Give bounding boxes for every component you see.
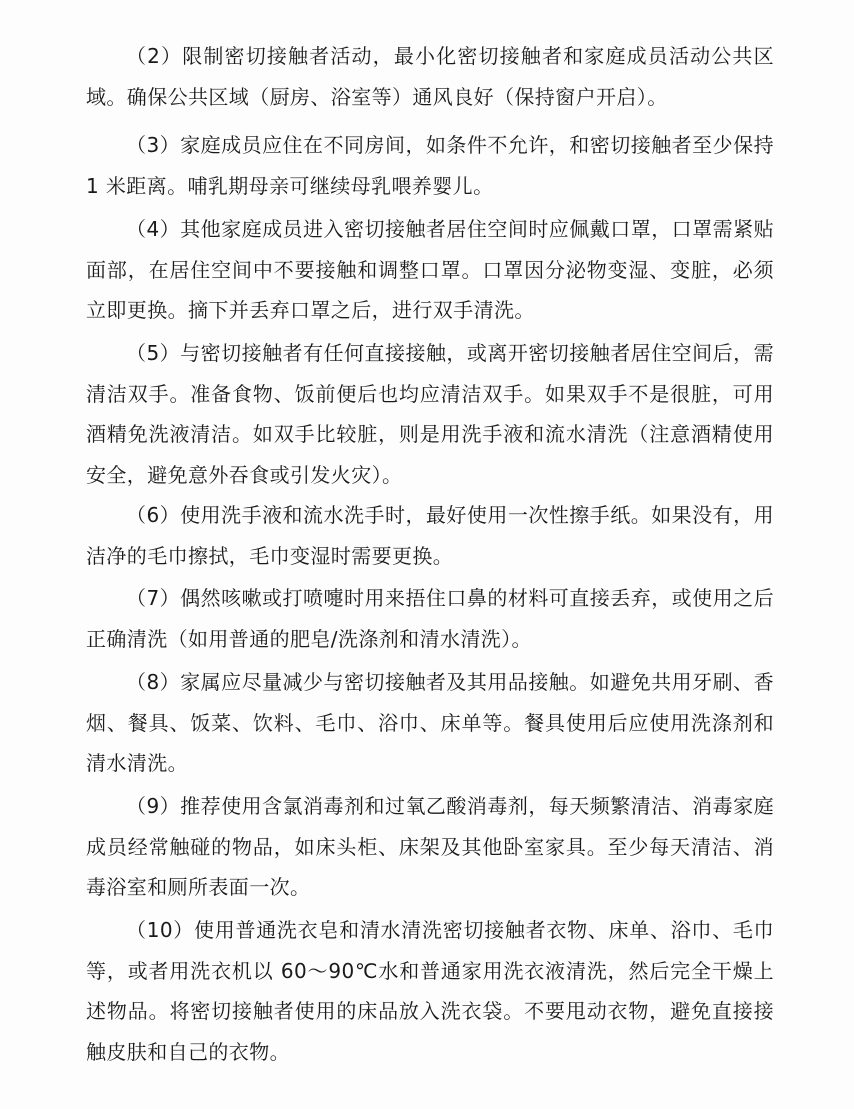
paragraph-6: （6）使用洗手液和流水洗手时，最好使用一次性擦手纸。如果没有，用洁净的毛巾擦拭，毛巾变湿时需要更换。 [86, 503, 774, 568]
paragraph-3: （3）家庭成员应住在不同房间，如条件不允许，和密切接触者至少保持 1 米距离。哺乳期母亲可继续母乳喂养婴儿。 [86, 133, 774, 198]
paragraph-2: （2）限制密切接触者活动，最小化密切接触者和家庭成员活动公共区域。确保公共区域（厨房、浴室等）通风良好（保持窗户开启）。 [86, 44, 774, 109]
paragraph-9: （9）推荐使用含氯消毒剂和过氧乙酸消毒剂，每天频繁清洁、消毒家庭成员经常触碰的物品，如床头柜、床架及其他卧室家具。至少每天清洁、消毒浴室和厕所表面一次。 [86, 794, 774, 899]
paragraph-10: （10）使用普通洗衣皂和清水清洗密切接触者衣物、床单、浴巾、毛巾等，或者用洗衣机以 60～90℃水和普通家用洗衣液清洗，然后完全干燥上述物品。将密切接触者使用的床品放入洗衣袋。不要甩动衣物，避免直接接触皮肤和自己的衣物。 [86, 918, 774, 1064]
paragraph-8: （8）家属应尽量减少与密切接触者及其用品接触。如避免共用牙刷、香烟、餐具、饭菜、饮料、毛巾、浴巾、床单等。餐具使用后应使用洗涤剂和清水清洗。 [86, 670, 774, 775]
paragraph-4: （4）其他家庭成员进入密切接触者居住空间时应佩戴口罩，口罩需紧贴面部，在居住空间中不要接触和调整口罩。口罩因分泌物变湿、变脏，必须立即更换。摘下并丢弃口罩之后，进行双手清洗。 [86, 217, 774, 322]
paragraph-5: （5）与密切接触者有任何直接接触，或离开密切接触者居住空间后，需清洁双手。准备食物、饭前便后也均应清洁双手。如果双手不是很脏，可用酒精免洗液清洁。如双手比较脏，则是用洗手液和流水清洗（注意酒精使用安全，避免意外吞食或引发火灾）。 [86, 341, 774, 487]
paragraph-7: （7）偶然咳嗽或打喷嚏时用来捂住口鼻的材料可直接丢弃，或使用之后正确清洗（如用普通的肥皂/洗涤剂和清水清洗）。 [86, 586, 774, 651]
